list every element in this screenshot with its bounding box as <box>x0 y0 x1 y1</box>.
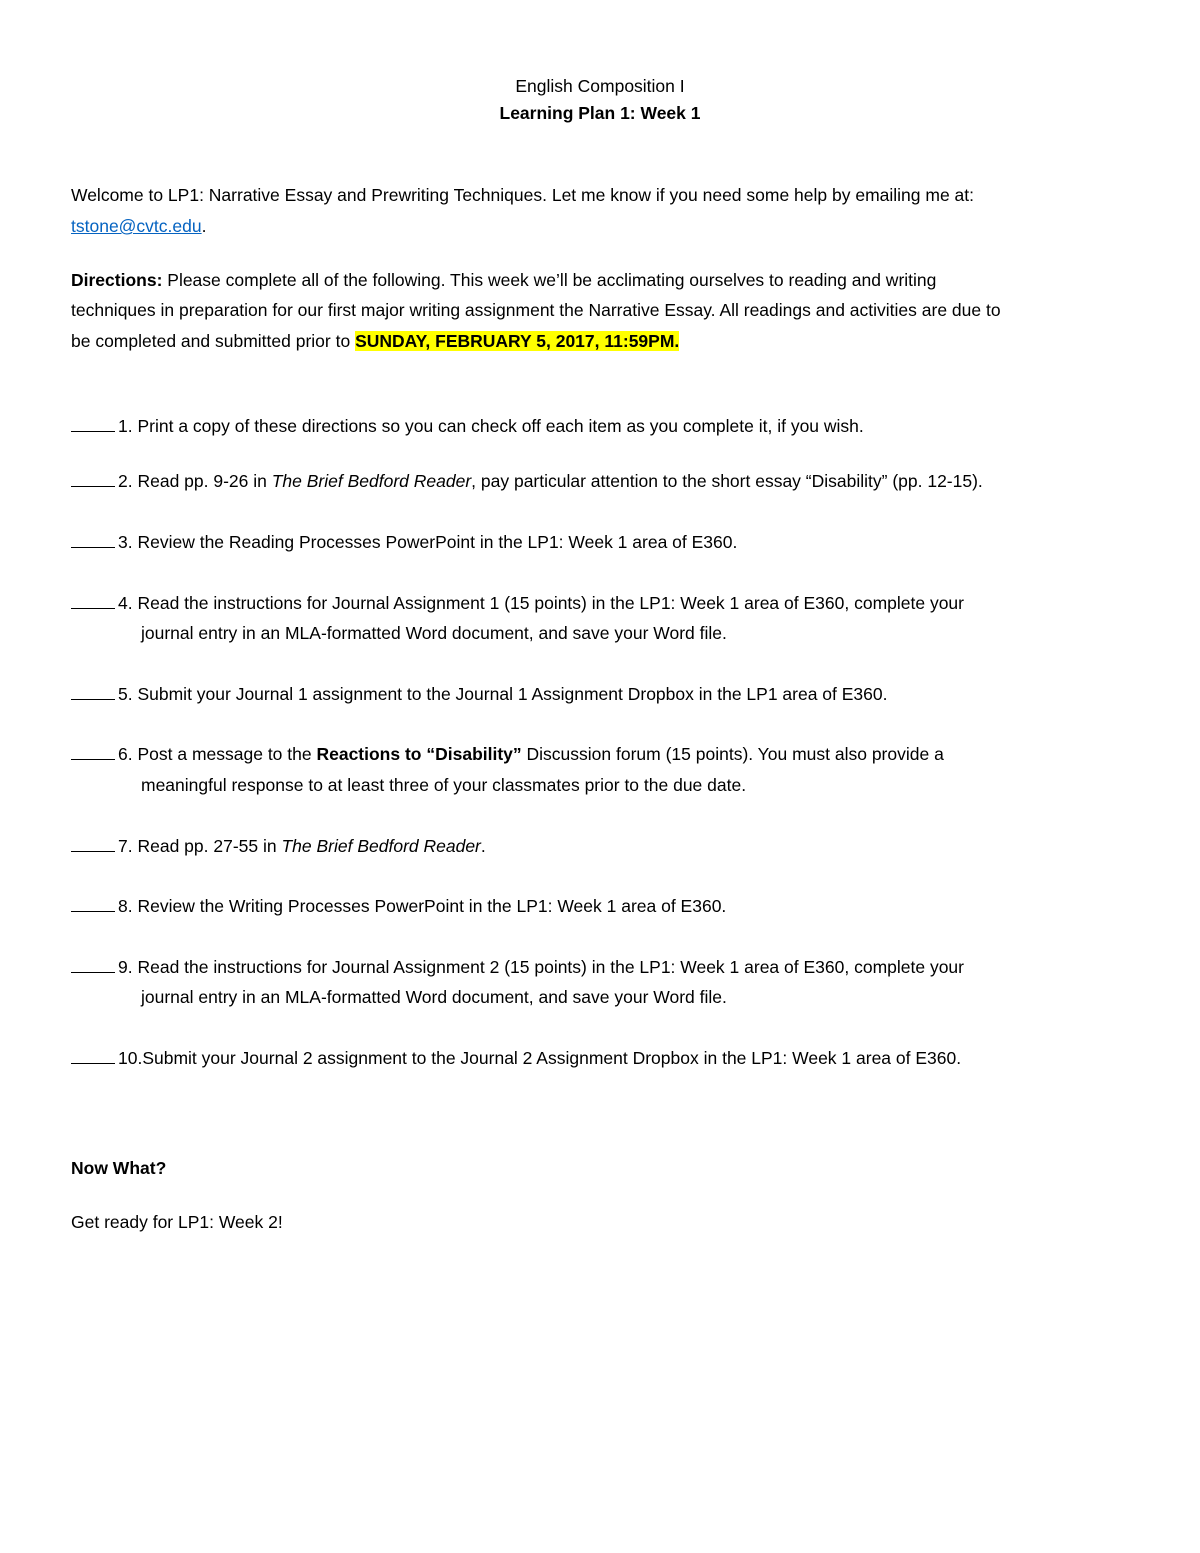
checklist-item-6-cont: meaningful response to at least three of your classmates prior to the due date. <box>141 775 747 795</box>
checkbox-blank[interactable] <box>71 1047 115 1064</box>
checkbox-blank[interactable] <box>71 956 115 973</box>
checkbox-blank[interactable] <box>71 835 115 852</box>
checklist-item-9 <box>71 955 964 979</box>
item-text: Read pp. 9-26 in <box>132 471 272 491</box>
item-text: Read the instructions for Journal Assignment 1 (15 points) in the LP1: Week 1 area of E360, complete your <box>132 593 964 613</box>
item-text: Post a message to the <box>132 744 317 764</box>
item-text: Read the instructions for Journal Assignment 2 (15 points) in the LP1: Week 1 area of E360, complete your <box>132 957 964 977</box>
directions-label: Directions: <box>71 270 163 290</box>
item-number: 7. <box>118 836 133 856</box>
directions-line-1 <box>71 268 936 292</box>
item-text: Review the Reading Processes PowerPoint in the LP1: Week 1 area of E360. <box>132 532 738 552</box>
checkbox-blank[interactable] <box>71 470 115 487</box>
item-number: 6. <box>118 744 133 764</box>
directions-text-3: be completed and submitted prior to <box>71 331 356 351</box>
checkbox-blank[interactable] <box>71 743 115 760</box>
item-text: Submit your Journal 1 assignment to the Journal 1 Assignment Dropbox in the LP1 area of E360. <box>132 684 888 704</box>
forum-name: Reactions to “Disability” <box>316 744 522 764</box>
checklist-item-8 <box>71 894 726 918</box>
item-text: Discussion forum (15 points). You must also provide a <box>521 744 944 764</box>
now-what-heading: Now What? <box>71 1158 167 1178</box>
item-number: 9. <box>118 957 133 977</box>
item-number: 4. <box>118 593 133 613</box>
now-what-text: Get ready for LP1: Week 2! <box>71 1212 283 1232</box>
checklist-item-9-cont: journal entry in an MLA-formatted Word document, and save your Word file. <box>141 987 727 1007</box>
item-text: Print a copy of these directions so you can check off each item as you complete it, if you wish. <box>132 416 864 436</box>
item-number: 8. <box>118 896 133 916</box>
book-title: The Brief Bedford Reader <box>281 836 481 856</box>
email-link[interactable]: tstone@cvtc.edu <box>71 216 202 236</box>
checkbox-blank[interactable] <box>71 895 115 912</box>
item-number: 2. <box>118 471 133 491</box>
plan-title: Learning Plan 1: Week 1 <box>499 103 701 123</box>
course-title: English Composition I <box>515 76 685 96</box>
checklist-item-6 <box>71 742 944 766</box>
item-number: 10. <box>118 1048 143 1068</box>
welcome-line: Welcome to LP1: Narrative Essay and Prewriting Techniques. Let me know if you need some help by emailing me at: <box>71 185 975 205</box>
item-number: 3. <box>118 532 133 552</box>
checklist-item-1 <box>71 414 864 438</box>
checklist-item-5 <box>71 682 888 706</box>
book-title: The Brief Bedford Reader <box>271 471 472 491</box>
checkbox-blank[interactable] <box>71 592 115 609</box>
email-line <box>71 214 206 238</box>
checkbox-blank[interactable] <box>71 683 115 700</box>
checklist-item-3 <box>71 530 737 554</box>
checklist-item-4-cont: journal entry in an MLA-formatted Word document, and save your Word file. <box>141 623 727 643</box>
item-text: Review the Writing Processes PowerPoint in the LP1: Week 1 area of E360. <box>132 896 727 916</box>
deadline-highlight: SUNDAY, FEBRUARY 5, 2017, 11:59PM. <box>355 331 680 351</box>
item-text: . <box>480 836 486 856</box>
item-number: 5. <box>118 684 133 704</box>
checkbox-blank[interactable] <box>71 415 115 432</box>
item-number: 1. <box>118 416 133 436</box>
directions-line-3 <box>71 329 679 353</box>
email-suffix: . <box>201 216 207 236</box>
directions-text-1: Please complete all of the following. This week we’ll be acclimating ourselves to reading and writing <box>162 270 937 290</box>
checklist-item-7 <box>71 834 486 858</box>
checklist-item-10 <box>71 1046 961 1070</box>
item-text: Submit your Journal 2 assignment to the Journal 2 Assignment Dropbox in the LP1: Week 1 area of E360. <box>142 1048 962 1068</box>
directions-line-2: techniques in preparation for our first major writing assignment the Narrative Essay. All readings and activities are due to <box>71 300 1001 320</box>
item-text: Read pp. 27-55 in <box>132 836 282 856</box>
checklist-item-2 <box>71 469 983 493</box>
checklist-item-4 <box>71 591 964 615</box>
item-text: , pay particular attention to the short essay “Disability” (pp. 12-15). <box>471 471 983 491</box>
checkbox-blank[interactable] <box>71 531 115 548</box>
